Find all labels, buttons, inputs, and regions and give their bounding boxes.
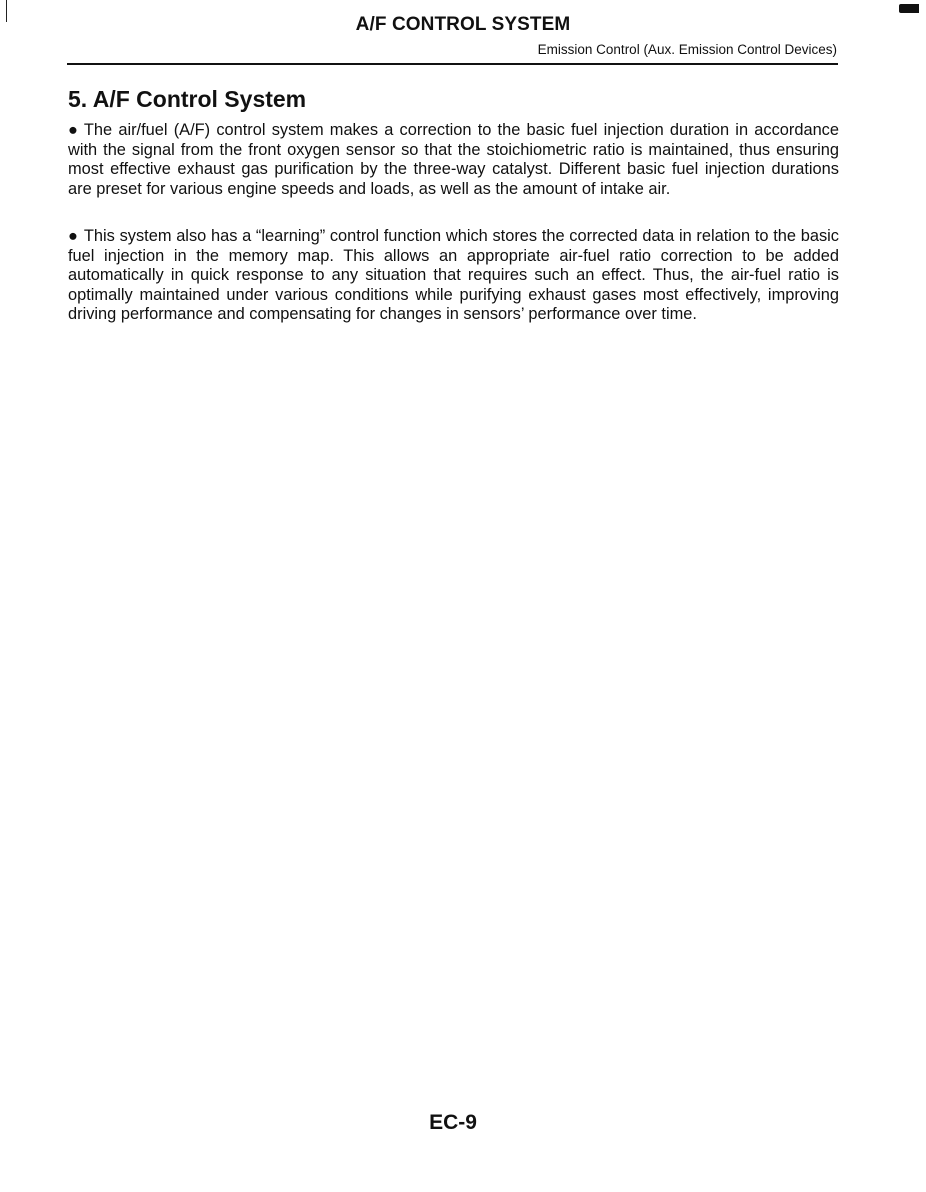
section-tab-marker <box>899 4 919 13</box>
section-title: 5. A/F Control System <box>68 86 307 112</box>
header-divider <box>67 63 838 65</box>
paragraph-1 <box>68 121 839 199</box>
page-number: EC-9 <box>429 1111 477 1134</box>
page-header-title: A/F CONTROL SYSTEM <box>355 14 571 35</box>
paragraph-2 <box>68 227 839 325</box>
paragraph-1-text: The air/fuel (A/F) control system makes a correction to the basic fuel injection duration in accordance with the signal from the front oxygen sensor so that the stoichiometric ratio is maintained, thus ensuring most effective exhaust gas purification by the three-way catalyst. Different basic fuel injection durations are preset for various engine speeds and loads, as well as the amount of intake air. <box>68 121 839 198</box>
bullet-icon: ● <box>68 227 78 245</box>
paragraph-2-text: This system also has a “learning” control function which stores the corrected data in relation to the basic fuel injection in the memory map. This allows an appropriate air-fuel ratio correction to be added automatically in quick response to any situation that requires such an effect. Thus, the air-fuel ratio is optimally maintained under various conditions while purifying exhaust gases most effectively, improving driving performance and compensating for changes in sensors’ performance over time. <box>68 227 839 323</box>
bullet-icon: ● <box>68 121 78 139</box>
page-header-subtitle: Emission Control (Aux. Emission Control Devices) <box>537 42 837 57</box>
